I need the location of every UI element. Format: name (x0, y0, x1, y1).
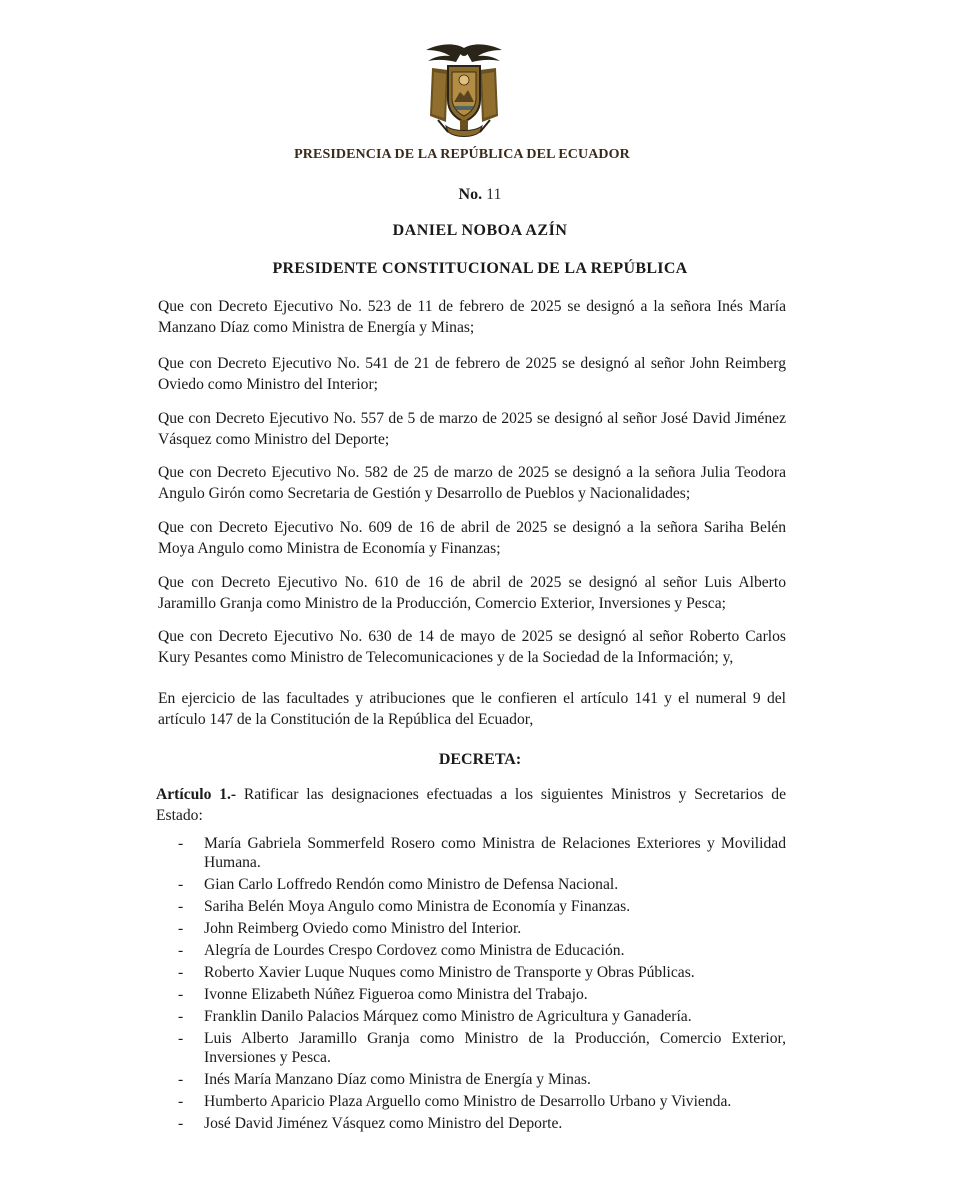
list-item (174, 1071, 786, 1090)
list-item-text: Gian Carlo Loffredo Rendón como Ministro de Defensa Nacional. (204, 875, 619, 893)
list-item (174, 1030, 786, 1067)
list-item-text: José David Jiménez Vásquez como Ministro del Deporte. (204, 1115, 563, 1133)
consideration-paragraph: Que con Decreto Ejecutivo No. 523 de 11 de febrero de 2025 se designó a la señora Inés María Manzano Díaz como Ministra de Energía y Minas; (158, 298, 786, 336)
decreta-heading: DECRETA: (438, 751, 522, 768)
list-item (174, 986, 786, 1005)
list-item-text: Sariha Belén Moya Angulo como Ministra de Economía y Finanzas. (204, 897, 631, 915)
list-dash: - (178, 1070, 184, 1088)
list-item-text: Humberto Aparicio Plaza Arguello como Ministro de Desarrollo Urbano y Vivienda. (204, 1092, 732, 1110)
list-dash: - (178, 1008, 184, 1026)
article-1-label: Artículo 1.- (156, 786, 237, 803)
powers-paragraph: En ejercicio de las facultades y atribuciones que le confieren el artículo 141 y el numeral 9 del artículo 147 de la Constitución de la República del Ecuador, (158, 690, 786, 728)
designations-list (174, 835, 786, 1137)
consideration-paragraph: Que con Decreto Ejecutivo No. 541 de 21 de febrero de 2025 se designó al señor John Reimberg Oviedo como Ministro del Interior; (158, 355, 786, 393)
list-dash: - (178, 1115, 184, 1133)
list-dash: - (178, 919, 184, 937)
list-item-text: Ivonne Elizabeth Núñez Figueroa como Ministra del Trabajo. (204, 986, 588, 1004)
president-name: DANIEL NOBOA AZÍN (392, 222, 568, 239)
consideration-paragraph: Que con Decreto Ejecutivo No. 582 de 25 de marzo de 2025 se designó a la señora Julia Teodora Angulo Girón como Secretaria de Gestión y Desarrollo de Pueblos y Nacionalidades; (158, 464, 786, 502)
list-item-text: Roberto Xavier Luque Nuques como Ministro de Transporte y Obras Públicas. (204, 963, 695, 981)
president-title: PRESIDENTE CONSTITUCIONAL DE LA REPÚBLICA (272, 260, 688, 277)
list-dash: - (178, 1092, 184, 1110)
list-item (174, 835, 786, 872)
list-dash: - (178, 835, 184, 852)
list-item (174, 964, 786, 983)
list-item-text: Franklin Danilo Palacios Márquez como Ministro de Agricultura y Ganadería. (204, 1008, 692, 1026)
decree-number-value: 11 (486, 186, 502, 203)
list-item (174, 1008, 786, 1027)
list-dash: - (178, 1030, 184, 1048)
list-item-text: María Gabriela Sommerfeld Rosero como Ministra de Relaciones Exteriores y Movilidad Humana. (204, 835, 786, 871)
list-item (174, 898, 786, 917)
list-item (174, 876, 786, 895)
list-item-text: Alegría de Lourdes Crespo Cordovez como Ministra de Educación. (204, 941, 625, 959)
list-item-text: Luis Alberto Jaramillo Granja como Ministro de la Producción, Comercio Exterior, Inversiones y Pesca. (204, 1030, 786, 1066)
list-item (174, 1093, 786, 1112)
consideration-paragraph: Que con Decreto Ejecutivo No. 609 de 16 de abril de 2025 se designó a la señora Sariha Belén Moya Angulo como Ministra de Economía y Finanzas; (158, 519, 786, 557)
consideration-paragraph: Que con Decreto Ejecutivo No. 610 de 16 de abril de 2025 se designó al señor Luis Alberto Jaramillo Granja como Ministro de la Producción, Comercio Exterior, Inversiones y Pesca; (158, 574, 786, 612)
article-1 (156, 784, 786, 826)
coat-of-arms-emblem (418, 40, 510, 142)
decree-number (0, 186, 960, 204)
list-item-text: Inés María Manzano Díaz como Ministra de Energía y Minas. (204, 1070, 591, 1088)
list-item (174, 1115, 786, 1134)
list-item-text: John Reimberg Oviedo como Ministro del Interior. (204, 919, 522, 937)
list-dash: - (178, 897, 184, 915)
list-item (174, 920, 786, 939)
list-item (174, 942, 786, 961)
decree-number-label: No. (458, 186, 483, 203)
consideration-paragraph: Que con Decreto Ejecutivo No. 557 de 5 de marzo de 2025 se designó al señor José David Jiménez Vásquez como Ministro del Deporte; (158, 410, 786, 448)
list-dash: - (178, 963, 184, 981)
list-dash: - (178, 941, 184, 959)
article-1-text: Ratificar las designaciones efectuadas a los siguientes Ministros y Secretarios de Estado: (156, 786, 786, 824)
consideration-paragraph: Que con Decreto Ejecutivo No. 630 de 14 de mayo de 2025 se designó al señor Roberto Carlos Kury Pesantes como Ministro de Telecomunicaciones y de la Sociedad de la Información; y, (158, 628, 786, 666)
list-dash: - (178, 875, 184, 893)
list-dash: - (178, 986, 184, 1004)
issuing-office: PRESIDENCIA DE LA REPÚBLICA DEL ECUADOR (294, 147, 630, 162)
